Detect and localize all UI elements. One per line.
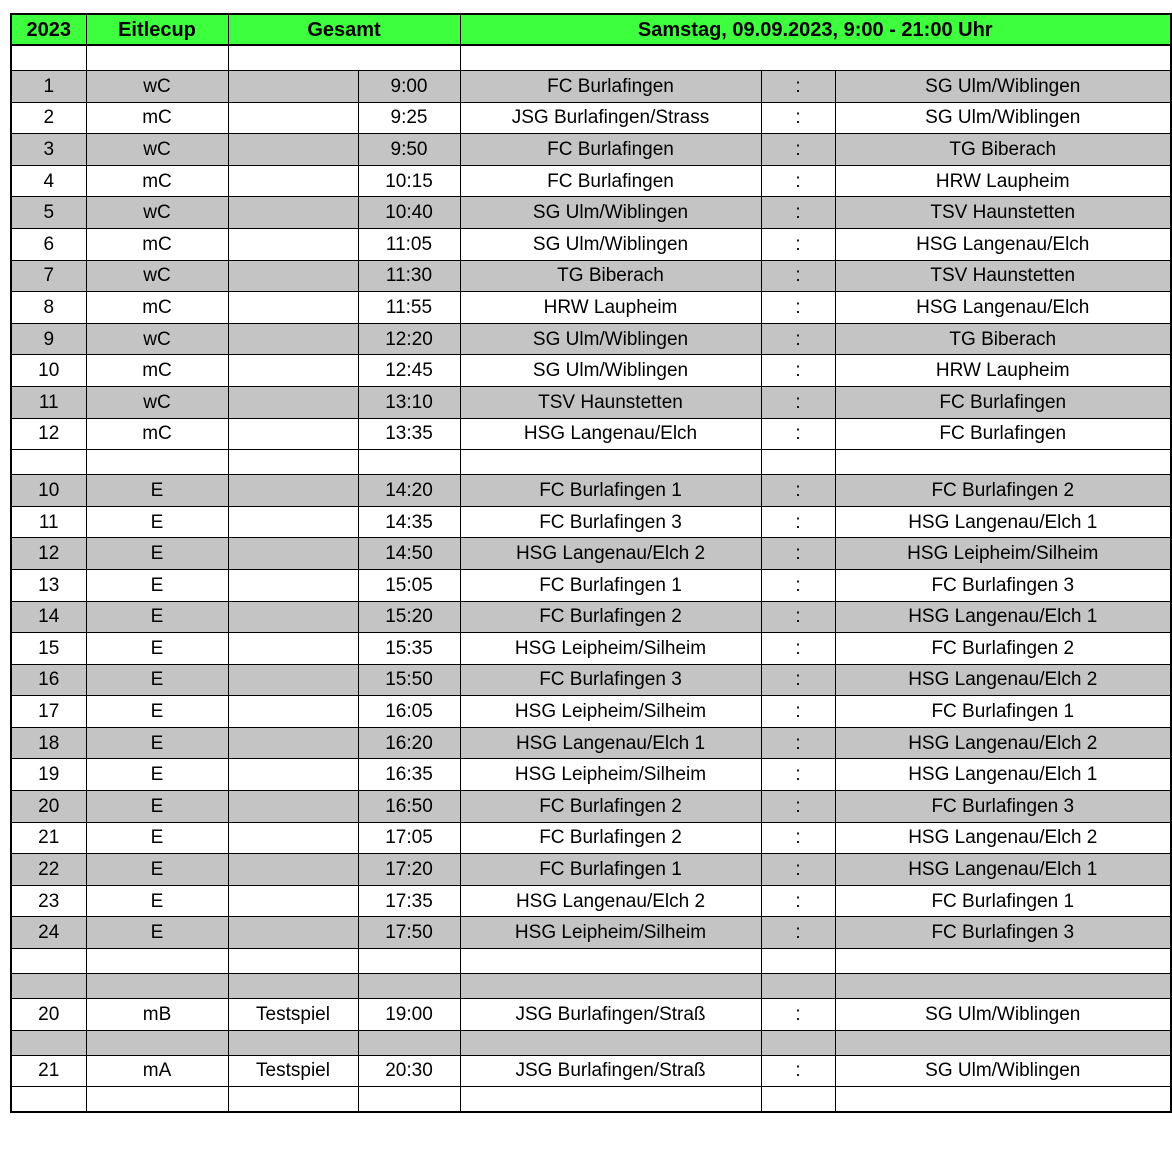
game-number-cell: 18	[11, 727, 86, 759]
home-team-cell: TG Biberach	[460, 260, 761, 292]
away-team-cell: FC Burlafingen 1	[835, 885, 1171, 917]
away-team-cell: FC Burlafingen	[835, 386, 1171, 418]
empty-cell	[358, 1030, 460, 1055]
empty-cell	[228, 974, 358, 999]
schedule-table	[10, 13, 1172, 1113]
note-cell	[228, 696, 358, 728]
age-class-cell: E	[86, 475, 228, 507]
separator-cell: :	[761, 727, 835, 759]
separator-cell: :	[761, 228, 835, 260]
age-class-cell: wC	[86, 323, 228, 355]
home-team-cell: FC Burlafingen	[460, 165, 761, 197]
time-cell: 16:50	[358, 791, 460, 823]
empty-cell	[228, 1087, 358, 1113]
note-cell	[228, 664, 358, 696]
age-class-cell: wC	[86, 386, 228, 418]
age-class-cell: E	[86, 822, 228, 854]
away-team-cell: HSG Langenau/Elch	[835, 292, 1171, 324]
separator-cell: :	[761, 418, 835, 450]
age-class-cell: E	[86, 538, 228, 570]
game-number-cell: 3	[11, 134, 86, 166]
home-team-cell: JSG Burlafingen/Strass	[460, 102, 761, 134]
age-class-cell: mA	[86, 1055, 228, 1087]
empty-cell	[358, 450, 460, 475]
home-team-cell: SG Ulm/Wiblingen	[460, 355, 761, 387]
game-number-cell: 16	[11, 664, 86, 696]
home-team-cell: TSV Haunstetten	[460, 386, 761, 418]
away-team-cell: SG Ulm/Wiblingen	[835, 1055, 1171, 1087]
age-class-cell: wC	[86, 260, 228, 292]
game-number-cell: 9	[11, 323, 86, 355]
spacer-row	[11, 1030, 1171, 1055]
time-cell: 17:35	[358, 885, 460, 917]
age-class-cell: mC	[86, 228, 228, 260]
away-team-cell: FC Burlafingen 3	[835, 569, 1171, 601]
separator-cell: :	[761, 71, 835, 103]
home-team-cell: FC Burlafingen 3	[460, 506, 761, 538]
age-class-cell: E	[86, 506, 228, 538]
home-team-cell: HSG Leipheim/Silheim	[460, 696, 761, 728]
separator-cell: :	[761, 323, 835, 355]
empty-cell	[835, 949, 1171, 974]
separator-cell: :	[761, 260, 835, 292]
game-row	[11, 506, 1171, 538]
empty-cell	[86, 450, 228, 475]
home-team-cell: FC Burlafingen 1	[460, 854, 761, 886]
age-class-cell: mC	[86, 102, 228, 134]
away-team-cell: FC Burlafingen 1	[835, 696, 1171, 728]
game-row	[11, 386, 1171, 418]
empty-cell	[86, 1030, 228, 1055]
game-number-cell: 20	[11, 999, 86, 1031]
empty-cell	[228, 1030, 358, 1055]
game-row	[11, 633, 1171, 665]
note-cell	[228, 759, 358, 791]
year-cell: 2023	[11, 14, 86, 45]
time-cell: 11:05	[358, 228, 460, 260]
away-team-cell: HSG Langenau/Elch	[835, 228, 1171, 260]
time-cell: 17:50	[358, 917, 460, 949]
game-row	[11, 569, 1171, 601]
game-row	[11, 165, 1171, 197]
away-team-cell: HSG Langenau/Elch 2	[835, 822, 1171, 854]
separator-cell: :	[761, 386, 835, 418]
home-team-cell: HSG Leipheim/Silheim	[460, 759, 761, 791]
home-team-cell: HSG Langenau/Elch 1	[460, 727, 761, 759]
time-cell: 17:05	[358, 822, 460, 854]
game-row	[11, 260, 1171, 292]
game-number-cell: 24	[11, 917, 86, 949]
age-class-cell: wC	[86, 134, 228, 166]
game-number-cell: 12	[11, 418, 86, 450]
note-cell	[228, 854, 358, 886]
note-cell	[228, 791, 358, 823]
away-team-cell: FC Burlafingen 3	[835, 791, 1171, 823]
age-class-cell: E	[86, 601, 228, 633]
empty-cell	[11, 974, 86, 999]
home-team-cell: JSG Burlafingen/Straß	[460, 1055, 761, 1087]
note-cell	[228, 165, 358, 197]
age-class-cell: E	[86, 759, 228, 791]
home-team-cell: JSG Burlafingen/Straß	[460, 999, 761, 1031]
empty-cell	[358, 1087, 460, 1113]
test-game-row	[11, 1055, 1171, 1087]
separator-cell: :	[761, 822, 835, 854]
empty-cell	[835, 1087, 1171, 1113]
note-cell	[228, 102, 358, 134]
game-number-cell: 8	[11, 292, 86, 324]
note-cell	[228, 475, 358, 507]
empty-cell	[11, 949, 86, 974]
away-team-cell: HSG Langenau/Elch 1	[835, 601, 1171, 633]
away-team-cell: HRW Laupheim	[835, 165, 1171, 197]
note-cell	[228, 386, 358, 418]
home-team-cell: HSG Langenau/Elch 2	[460, 885, 761, 917]
away-team-cell: TG Biberach	[835, 323, 1171, 355]
separator-cell: :	[761, 664, 835, 696]
away-team-cell: HSG Leipheim/Silheim	[835, 538, 1171, 570]
age-class-cell: wC	[86, 197, 228, 229]
away-team-cell: FC Burlafingen 3	[835, 917, 1171, 949]
game-number-cell: 4	[11, 165, 86, 197]
spacer-row	[11, 1087, 1171, 1113]
spacer-row	[11, 974, 1171, 999]
away-team-cell: HSG Langenau/Elch 2	[835, 727, 1171, 759]
game-number-cell: 5	[11, 197, 86, 229]
separator-cell: :	[761, 506, 835, 538]
away-team-cell: SG Ulm/Wiblingen	[835, 999, 1171, 1031]
empty-cell	[228, 949, 358, 974]
spacer-row	[11, 949, 1171, 974]
separator-cell: :	[761, 696, 835, 728]
note-cell	[228, 134, 358, 166]
separator-cell: :	[761, 1055, 835, 1087]
game-number-cell: 6	[11, 228, 86, 260]
time-cell: 15:50	[358, 664, 460, 696]
empty-cell	[835, 974, 1171, 999]
age-class-cell: mC	[86, 165, 228, 197]
age-class-cell: E	[86, 633, 228, 665]
note-cell	[228, 633, 358, 665]
note-cell: Testspiel	[228, 1055, 358, 1087]
empty-cell	[358, 949, 460, 974]
game-number-cell: 10	[11, 355, 86, 387]
time-cell: 14:35	[358, 506, 460, 538]
empty-cell	[358, 974, 460, 999]
age-class-cell: wC	[86, 71, 228, 103]
time-cell: 11:30	[358, 260, 460, 292]
home-team-cell: HSG Langenau/Elch 2	[460, 538, 761, 570]
date-cell: Samstag, 09.09.2023, 9:00 - 21:00 Uhr	[460, 14, 1171, 45]
time-cell: 14:50	[358, 538, 460, 570]
separator-cell: :	[761, 791, 835, 823]
home-team-cell: SG Ulm/Wiblingen	[460, 197, 761, 229]
game-row	[11, 71, 1171, 103]
note-cell	[228, 601, 358, 633]
note-cell	[228, 885, 358, 917]
time-cell: 20:30	[358, 1055, 460, 1087]
home-team-cell: HRW Laupheim	[460, 292, 761, 324]
time-cell: 14:20	[358, 475, 460, 507]
home-team-cell: FC Burlafingen 1	[460, 475, 761, 507]
age-class-cell: E	[86, 791, 228, 823]
home-team-cell: FC Burlafingen	[460, 71, 761, 103]
empty-cell	[835, 450, 1171, 475]
separator-cell: :	[761, 759, 835, 791]
age-class-cell: E	[86, 727, 228, 759]
game-number-cell: 20	[11, 791, 86, 823]
separator-cell: :	[761, 165, 835, 197]
away-team-cell: SG Ulm/Wiblingen	[835, 71, 1171, 103]
time-cell: 15:05	[358, 569, 460, 601]
time-cell: 9:00	[358, 71, 460, 103]
game-row	[11, 355, 1171, 387]
home-team-cell: FC Burlafingen	[460, 134, 761, 166]
home-team-cell: HSG Leipheim/Silheim	[460, 917, 761, 949]
time-cell: 11:55	[358, 292, 460, 324]
note-cell	[228, 323, 358, 355]
separator-cell: :	[761, 355, 835, 387]
home-team-cell: FC Burlafingen 2	[460, 791, 761, 823]
header-row	[11, 14, 1171, 45]
time-cell: 15:20	[358, 601, 460, 633]
away-team-cell: HSG Langenau/Elch 1	[835, 759, 1171, 791]
game-row	[11, 538, 1171, 570]
away-team-cell: FC Burlafingen	[835, 418, 1171, 450]
home-team-cell: FC Burlafingen 2	[460, 822, 761, 854]
away-team-cell: TSV Haunstetten	[835, 260, 1171, 292]
time-cell: 15:35	[358, 633, 460, 665]
empty-cell	[228, 45, 460, 71]
time-cell: 16:05	[358, 696, 460, 728]
game-row	[11, 854, 1171, 886]
time-cell: 13:35	[358, 418, 460, 450]
age-class-cell: mC	[86, 355, 228, 387]
game-number-cell: 10	[11, 475, 86, 507]
time-cell: 16:35	[358, 759, 460, 791]
time-cell: 12:20	[358, 323, 460, 355]
game-row	[11, 696, 1171, 728]
empty-cell	[86, 1087, 228, 1113]
empty-cell	[460, 1087, 761, 1113]
note-cell	[228, 260, 358, 292]
game-row	[11, 475, 1171, 507]
empty-cell	[761, 949, 835, 974]
note-cell	[228, 197, 358, 229]
age-class-cell: E	[86, 664, 228, 696]
separator-cell: :	[761, 292, 835, 324]
game-row	[11, 791, 1171, 823]
age-class-cell: mC	[86, 418, 228, 450]
time-cell: 9:25	[358, 102, 460, 134]
game-row	[11, 727, 1171, 759]
age-class-cell: mC	[86, 292, 228, 324]
game-number-cell: 19	[11, 759, 86, 791]
note-cell	[228, 822, 358, 854]
age-class-cell: E	[86, 885, 228, 917]
game-row	[11, 102, 1171, 134]
note-cell	[228, 569, 358, 601]
game-row	[11, 885, 1171, 917]
game-row	[11, 228, 1171, 260]
game-number-cell: 22	[11, 854, 86, 886]
game-number-cell: 7	[11, 260, 86, 292]
time-cell: 12:45	[358, 355, 460, 387]
home-team-cell: FC Burlafingen 3	[460, 664, 761, 696]
game-number-cell: 17	[11, 696, 86, 728]
home-team-cell: HSG Langenau/Elch	[460, 418, 761, 450]
spacer-row	[11, 450, 1171, 475]
empty-cell	[11, 1087, 86, 1113]
game-number-cell: 1	[11, 71, 86, 103]
game-number-cell: 12	[11, 538, 86, 570]
away-team-cell: FC Burlafingen 2	[835, 633, 1171, 665]
empty-cell	[86, 45, 228, 71]
note-cell	[228, 418, 358, 450]
empty-cell	[835, 1030, 1171, 1055]
spacer-row	[11, 45, 1171, 71]
away-team-cell: TG Biberach	[835, 134, 1171, 166]
empty-cell	[228, 450, 358, 475]
age-class-cell: E	[86, 569, 228, 601]
time-cell: 19:00	[358, 999, 460, 1031]
home-team-cell: HSG Leipheim/Silheim	[460, 633, 761, 665]
game-number-cell: 21	[11, 1055, 86, 1087]
age-class-cell: E	[86, 696, 228, 728]
away-team-cell: TSV Haunstetten	[835, 197, 1171, 229]
game-row	[11, 323, 1171, 355]
separator-cell: :	[761, 633, 835, 665]
separator-cell: :	[761, 538, 835, 570]
empty-cell	[460, 974, 761, 999]
game-row	[11, 418, 1171, 450]
away-team-cell: FC Burlafingen 2	[835, 475, 1171, 507]
empty-cell	[11, 45, 86, 71]
empty-cell	[11, 1030, 86, 1055]
age-class-cell: E	[86, 854, 228, 886]
note-cell	[228, 292, 358, 324]
game-row	[11, 822, 1171, 854]
note-cell	[228, 228, 358, 260]
separator-cell: :	[761, 569, 835, 601]
separator-cell: :	[761, 917, 835, 949]
cup-name-cell: Eitlecup	[86, 14, 228, 45]
note-cell	[228, 727, 358, 759]
separator-cell: :	[761, 475, 835, 507]
time-cell: 13:10	[358, 386, 460, 418]
away-team-cell: SG Ulm/Wiblingen	[835, 102, 1171, 134]
game-number-cell: 14	[11, 601, 86, 633]
empty-cell	[761, 1030, 835, 1055]
test-game-row	[11, 999, 1171, 1031]
empty-cell	[761, 974, 835, 999]
empty-cell	[460, 45, 1171, 71]
game-number-cell: 2	[11, 102, 86, 134]
separator-cell: :	[761, 102, 835, 134]
age-class-cell: mB	[86, 999, 228, 1031]
home-team-cell: FC Burlafingen 1	[460, 569, 761, 601]
game-number-cell: 15	[11, 633, 86, 665]
note-cell	[228, 355, 358, 387]
separator-cell: :	[761, 885, 835, 917]
game-row	[11, 292, 1171, 324]
empty-cell	[460, 1030, 761, 1055]
home-team-cell: SG Ulm/Wiblingen	[460, 323, 761, 355]
time-cell: 10:15	[358, 165, 460, 197]
game-row	[11, 134, 1171, 166]
note-cell	[228, 917, 358, 949]
game-row	[11, 197, 1171, 229]
away-team-cell: HSG Langenau/Elch 1	[835, 506, 1171, 538]
game-number-cell: 11	[11, 386, 86, 418]
home-team-cell: FC Burlafingen 2	[460, 601, 761, 633]
empty-cell	[86, 949, 228, 974]
away-team-cell: HRW Laupheim	[835, 355, 1171, 387]
total-cell: Gesamt	[228, 14, 460, 45]
game-row	[11, 759, 1171, 791]
empty-cell	[86, 974, 228, 999]
game-number-cell: 23	[11, 885, 86, 917]
note-cell: Testspiel	[228, 999, 358, 1031]
age-class-cell: E	[86, 917, 228, 949]
empty-cell	[11, 450, 86, 475]
separator-cell: :	[761, 601, 835, 633]
note-cell	[228, 506, 358, 538]
empty-cell	[460, 450, 761, 475]
separator-cell: :	[761, 999, 835, 1031]
time-cell: 10:40	[358, 197, 460, 229]
time-cell: 9:50	[358, 134, 460, 166]
away-team-cell: HSG Langenau/Elch 1	[835, 854, 1171, 886]
time-cell: 17:20	[358, 854, 460, 886]
time-cell: 16:20	[358, 727, 460, 759]
note-cell	[228, 538, 358, 570]
separator-cell: :	[761, 197, 835, 229]
game-number-cell: 21	[11, 822, 86, 854]
game-number-cell: 13	[11, 569, 86, 601]
away-team-cell: HSG Langenau/Elch 2	[835, 664, 1171, 696]
empty-cell	[761, 1087, 835, 1113]
separator-cell: :	[761, 134, 835, 166]
home-team-cell: SG Ulm/Wiblingen	[460, 228, 761, 260]
game-row	[11, 601, 1171, 633]
game-row	[11, 917, 1171, 949]
game-number-cell: 11	[11, 506, 86, 538]
separator-cell: :	[761, 854, 835, 886]
note-cell	[228, 71, 358, 103]
empty-cell	[460, 949, 761, 974]
empty-cell	[761, 450, 835, 475]
game-row	[11, 664, 1171, 696]
